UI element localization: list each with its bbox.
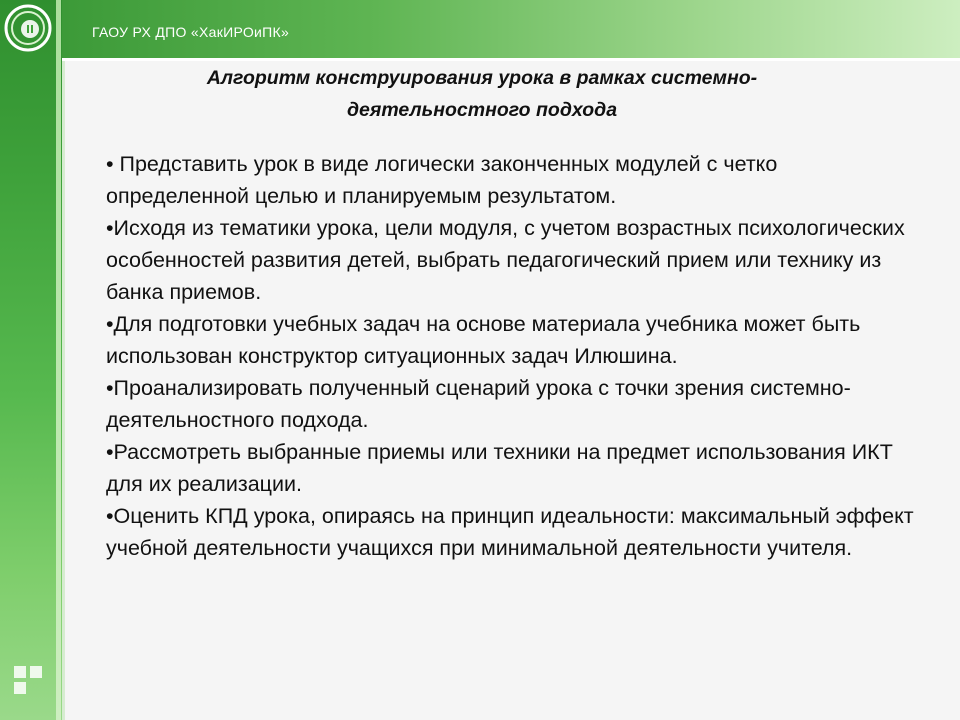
bullet-list — [106, 148, 926, 564]
slide-title-line-1: Алгоритм конструирования урока в рамках системно- — [206, 67, 758, 89]
bullet-item: •Рассмотреть выбранные приемы или техники на предмет использования ИКТ для их реализации. — [106, 440, 893, 496]
slide-title-line-2: деятельностного подхода — [346, 99, 618, 121]
header-separator — [62, 58, 960, 61]
bullet-item: •Проанализировать полученный сценарий урока с точки зрения системно-деятельностного подхода. — [106, 376, 851, 432]
left-band-edge — [62, 60, 65, 720]
left-band-highlight — [56, 0, 61, 720]
left-green-band — [0, 0, 62, 720]
organization-name: ГАОУ РХ ДПО «ХакИРОиПК» — [92, 24, 290, 40]
bullet-item: •Оценить КПД урока, опираясь на принцип идеальности: максимальный эффект учебной деятельности учащихся при минимальной деятельности учителя. — [106, 504, 914, 560]
corner-squares-icon — [14, 666, 50, 702]
institute-logo-icon — [4, 4, 52, 52]
bullet-item: •Для подготовки учебных задач на основе материала учебника может быть использован конструктор ситуационных задач Илюшина. — [106, 312, 861, 368]
slide-title — [92, 62, 872, 126]
bullet-item: • Представить урок в виде логически законченных модулей с четко определенной целью и планируемым результатом. — [106, 152, 778, 208]
bullet-item: •Исходя из тематики урока, цели модуля, с учетом возрастных психологических особенностей развития детей, выбрать педагогический прием или технику из банка приемов. — [106, 216, 905, 304]
